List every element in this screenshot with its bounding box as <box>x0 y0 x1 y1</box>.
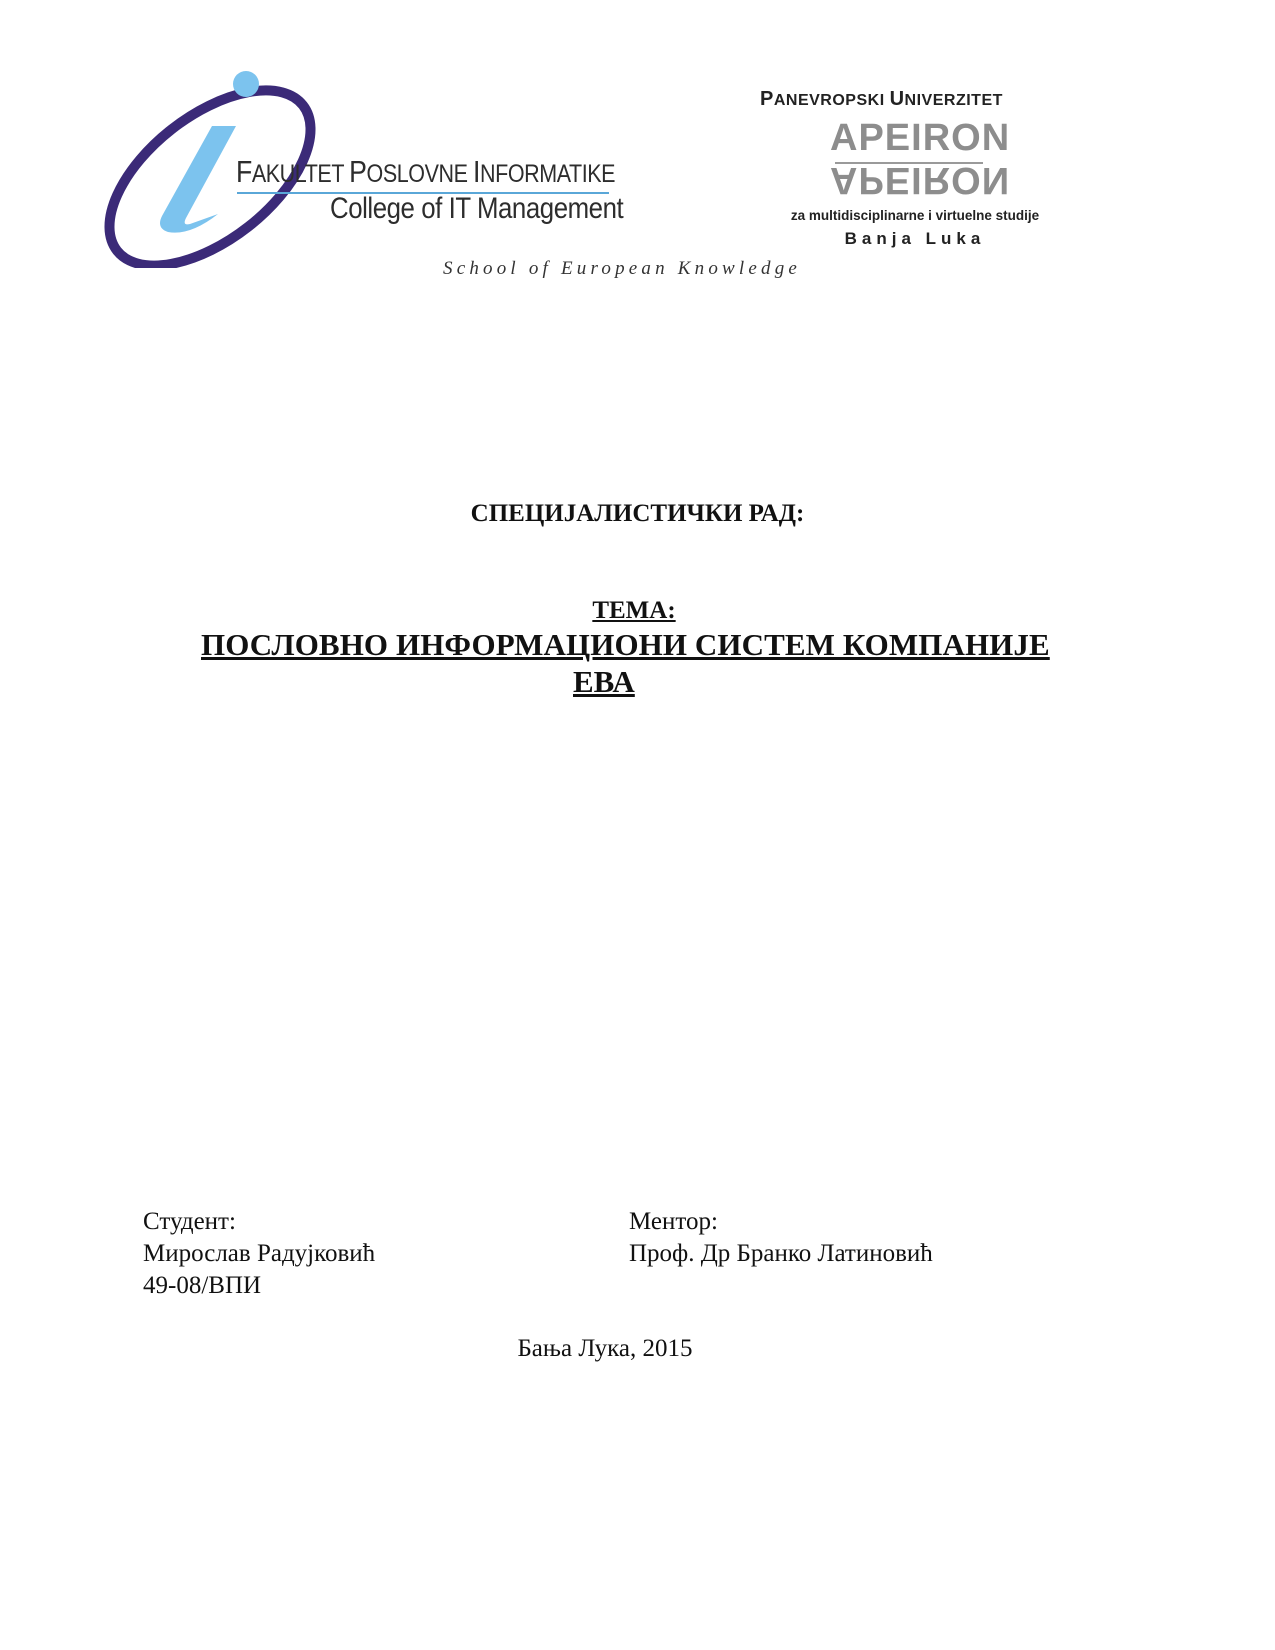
university-city: Banja Luka <box>844 229 986 248</box>
thesis-title-line-1: ПОСЛОВНО ИНФОРМАЦИОНИ СИСТЕМ КОМПАНИЈЕ <box>201 627 1050 662</box>
mentor-label: Ментор: <box>629 1208 718 1235</box>
college-name: FAKULTET POSLOVNE INFORMATIKE <box>236 154 616 189</box>
document-type: СПЕЦИЈАЛИСТИЧКИ РАД: <box>470 500 805 527</box>
apeiron-wordmark-mirrored: APEIRON <box>830 159 1011 201</box>
student-label: Студент: <box>143 1208 236 1235</box>
university-name: PANEVROPSKI UNIVERZITET <box>760 88 1003 110</box>
topic-label: ТЕМА: <box>592 597 676 624</box>
place-and-date: Бања Лука, 2015 <box>517 1335 693 1362</box>
apeiron-wordmark: APEIRON <box>830 117 1011 159</box>
student-id: 49-08/ВПИ <box>143 1272 262 1299</box>
university-logo <box>760 88 1100 258</box>
mentor-name: Проф. Др Бранко Латиновић <box>629 1240 933 1267</box>
thesis-title-line-2: ЕВА <box>573 664 635 699</box>
university-subtitle: za multidisciplinarne i virtuelne studije <box>790 208 1040 223</box>
school-tagline: School of European Knowledge <box>443 258 802 279</box>
student-name: Мирослав Радујковић <box>143 1240 376 1267</box>
college-subtitle: College of IT Management <box>330 192 624 225</box>
college-logo <box>90 68 650 268</box>
